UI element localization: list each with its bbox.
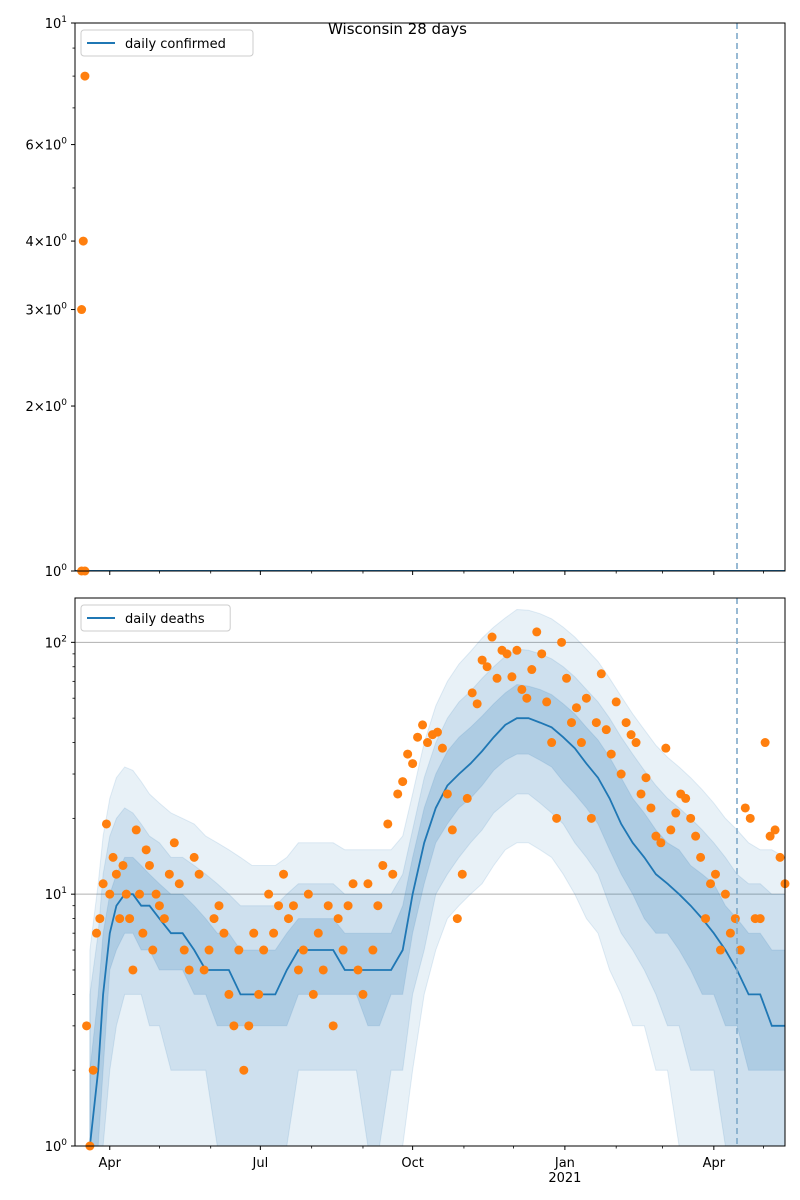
data-point xyxy=(661,744,670,753)
data-point xyxy=(185,965,194,974)
data-point xyxy=(388,870,397,879)
data-point xyxy=(219,929,228,938)
data-point xyxy=(180,946,189,955)
data-point xyxy=(299,946,308,955)
data-point xyxy=(776,853,785,862)
data-point xyxy=(118,861,127,870)
data-point xyxy=(716,946,725,955)
data-point xyxy=(334,914,343,923)
data-point xyxy=(438,744,447,753)
data-point xyxy=(224,990,233,999)
data-point xyxy=(269,929,278,938)
data-point xyxy=(671,809,680,818)
legend xyxy=(81,30,253,56)
data-point xyxy=(135,890,144,899)
data-point xyxy=(175,879,184,888)
data-point xyxy=(701,914,710,923)
data-point xyxy=(527,665,536,674)
x-tick-label: Jan xyxy=(554,1156,575,1171)
data-point xyxy=(542,697,551,706)
data-point xyxy=(453,914,462,923)
data-point xyxy=(632,738,641,747)
data-point xyxy=(102,819,111,828)
y-tick-label: $2\times 10^0$ xyxy=(25,398,67,416)
y-tick-label: $10^1$ xyxy=(44,15,67,32)
data-point xyxy=(363,879,372,888)
data-point xyxy=(393,789,402,798)
data-point xyxy=(681,794,690,803)
data-point xyxy=(493,674,502,683)
data-point xyxy=(597,669,606,678)
data-point xyxy=(284,914,293,923)
data-point xyxy=(339,946,348,955)
chart-title: Wisconsin 28 days xyxy=(328,20,467,38)
data-point xyxy=(155,901,164,910)
exponent: 0 xyxy=(61,233,67,244)
data-point xyxy=(358,990,367,999)
data-point xyxy=(468,688,477,697)
data-point xyxy=(691,832,700,841)
exponent: 0 xyxy=(61,301,67,312)
data-point xyxy=(473,699,482,708)
data-point xyxy=(567,718,576,727)
data-point xyxy=(547,738,556,747)
plot-frame xyxy=(75,23,785,571)
data-point xyxy=(403,750,412,759)
data-point xyxy=(582,694,591,703)
data-point xyxy=(666,825,675,834)
data-point xyxy=(205,946,214,955)
data-point xyxy=(537,649,546,658)
panel-daily-confirmed xyxy=(26,15,785,580)
data-point xyxy=(234,946,243,955)
x-tick-label: Jul xyxy=(252,1156,269,1171)
data-point xyxy=(711,870,720,879)
data-point xyxy=(706,879,715,888)
data-point xyxy=(726,929,735,938)
data-point xyxy=(488,633,497,642)
y-tick-label: $10^1$ xyxy=(44,886,67,904)
panel-daily-deaths xyxy=(45,598,790,1186)
data-point xyxy=(433,728,442,737)
data-point xyxy=(170,838,179,847)
data-point xyxy=(279,870,288,879)
data-point xyxy=(294,965,303,974)
data-point xyxy=(264,890,273,899)
data-point xyxy=(373,901,382,910)
data-point xyxy=(463,794,472,803)
data-point xyxy=(622,718,631,727)
data-point xyxy=(368,946,377,955)
data-point xyxy=(165,870,174,879)
data-point xyxy=(249,929,258,938)
plot-area xyxy=(75,610,785,1147)
data-point xyxy=(89,1066,98,1075)
data-point xyxy=(552,814,561,823)
data-point xyxy=(115,914,124,923)
data-point xyxy=(289,901,298,910)
data-point xyxy=(229,1021,238,1030)
data-point xyxy=(329,1021,338,1030)
data-point xyxy=(557,638,566,647)
data-point xyxy=(92,929,101,938)
data-point xyxy=(77,305,86,314)
legend-label: daily confirmed xyxy=(125,37,226,52)
data-point xyxy=(274,901,283,910)
data-point xyxy=(214,901,223,910)
exponent: 0 xyxy=(61,563,67,573)
data-point xyxy=(532,627,541,636)
legend-label: daily deaths xyxy=(125,612,205,627)
data-point xyxy=(324,901,333,910)
data-point xyxy=(408,759,417,768)
data-point xyxy=(418,720,427,729)
data-point xyxy=(142,845,151,854)
data-point xyxy=(761,738,770,747)
data-point xyxy=(507,672,516,681)
x-tick-label: Oct xyxy=(401,1156,424,1171)
data-point xyxy=(771,825,780,834)
y-tick-label: $10^0$ xyxy=(44,563,67,580)
data-point xyxy=(349,879,358,888)
data-point xyxy=(148,946,157,955)
exponent: 1 xyxy=(61,886,67,897)
data-point xyxy=(354,965,363,974)
data-point xyxy=(304,890,313,899)
data-point xyxy=(522,694,531,703)
data-point xyxy=(721,890,730,899)
data-point xyxy=(587,814,596,823)
data-point xyxy=(79,237,88,246)
data-point xyxy=(607,750,616,759)
data-point xyxy=(641,773,650,782)
data-point xyxy=(160,914,169,923)
data-point xyxy=(109,853,118,862)
data-point xyxy=(502,649,511,658)
data-point xyxy=(517,685,526,694)
data-point xyxy=(383,819,392,828)
data-point xyxy=(82,1021,91,1030)
data-point xyxy=(413,733,422,742)
data-point xyxy=(602,725,611,734)
data-point xyxy=(344,901,353,910)
data-point xyxy=(105,890,114,899)
x-tick-label: Apr xyxy=(702,1156,726,1171)
data-point xyxy=(138,929,147,938)
data-point xyxy=(309,990,318,999)
data-point xyxy=(656,838,665,847)
data-point xyxy=(627,730,636,739)
data-point xyxy=(128,965,137,974)
data-point xyxy=(686,814,695,823)
data-point xyxy=(741,803,750,812)
data-point xyxy=(259,946,268,955)
data-point xyxy=(458,870,467,879)
data-point xyxy=(646,803,655,812)
data-point xyxy=(244,1021,253,1030)
data-point xyxy=(99,879,108,888)
data-point xyxy=(731,914,740,923)
data-point xyxy=(378,861,387,870)
data-point xyxy=(577,738,586,747)
data-point xyxy=(572,703,581,712)
y-tick-label: $4\times 10^0$ xyxy=(25,233,67,251)
y-tick-label: $3\times 10^0$ xyxy=(25,301,67,319)
data-point xyxy=(254,990,263,999)
exponent: 0 xyxy=(61,1138,67,1148)
data-point xyxy=(423,738,432,747)
data-point xyxy=(448,825,457,834)
data-point xyxy=(696,853,705,862)
exponent: 1 xyxy=(61,15,67,25)
exponent: 0 xyxy=(61,136,67,147)
exponent: 0 xyxy=(61,398,67,409)
data-point xyxy=(443,789,452,798)
data-point xyxy=(239,1066,248,1075)
data-point xyxy=(122,890,131,899)
x-tick-year-label: 2021 xyxy=(548,1171,582,1186)
y-tick-label: $6\times 10^0$ xyxy=(25,136,67,154)
data-point xyxy=(95,914,104,923)
legend xyxy=(81,605,230,631)
x-tick-label: Apr xyxy=(98,1156,122,1171)
data-point xyxy=(617,770,626,779)
data-point xyxy=(612,697,621,706)
data-point xyxy=(592,718,601,727)
data-point xyxy=(132,825,141,834)
data-point xyxy=(210,914,219,923)
data-point xyxy=(200,965,209,974)
data-point xyxy=(80,72,89,81)
data-point xyxy=(190,853,199,862)
y-tick-label: $10^0$ xyxy=(44,1138,67,1155)
data-point xyxy=(125,914,134,923)
data-point xyxy=(746,814,755,823)
data-point xyxy=(145,861,154,870)
data-point xyxy=(756,914,765,923)
exponent: 2 xyxy=(61,634,67,645)
data-point xyxy=(112,870,121,879)
data-point xyxy=(314,929,323,938)
data-point xyxy=(195,870,204,879)
data-point xyxy=(319,965,328,974)
data-point xyxy=(637,789,646,798)
data-point xyxy=(562,674,571,683)
data-point xyxy=(512,646,521,655)
data-point xyxy=(483,662,492,671)
data-point xyxy=(152,890,161,899)
data-point xyxy=(398,777,407,786)
y-tick-label: $10^2$ xyxy=(44,634,67,652)
